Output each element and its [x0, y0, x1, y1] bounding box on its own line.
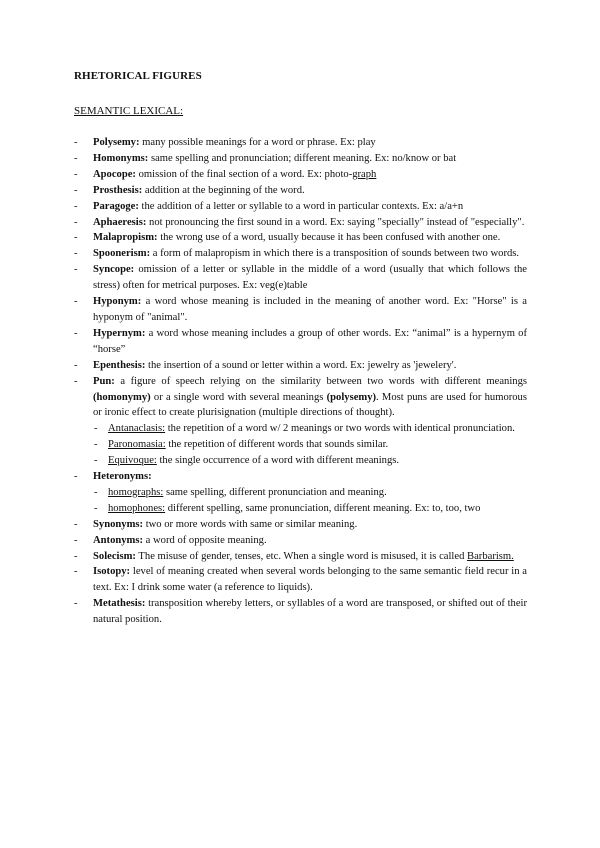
list-item-spoonerism [74, 246, 527, 262]
list-item-malapropism [74, 230, 527, 246]
list-item-paragoge [74, 199, 527, 215]
definition-text: same spelling and pronunciation; different meaning. Ex: no/know or bat [148, 152, 457, 164]
bullet-dash: - [74, 327, 78, 339]
term-label: Isotopy: [93, 566, 131, 578]
bullet-dash: - [74, 232, 78, 244]
list-item-prosthesis [74, 183, 527, 199]
sublist-item-antanaclasis [93, 421, 527, 437]
bullet-dash: - [74, 184, 78, 196]
definition-text: not pronouncing the first sound in a word. Ex: saying "specially" instead of "especially". [146, 216, 525, 228]
bullet-dash: - [74, 598, 78, 610]
term-label: Homonyms: [93, 152, 149, 164]
list-item-polysemy [74, 135, 527, 151]
bullet-dash: - [74, 375, 78, 387]
definition-text: transposition whereby letters, or syllables of a word are transposed, or shifted out of their natural position. [93, 598, 527, 626]
section-heading: SEMANTIC LEXICAL: [74, 105, 184, 117]
term-label: Malapropism: [93, 232, 158, 244]
subterm-label: homophones: [108, 502, 166, 514]
term-label: Paragoge: [93, 200, 139, 212]
definition-text: the repetition of a word w/ 2 meanings or two words with identical pronunciation. [165, 423, 515, 435]
bullet-dash: - [74, 296, 78, 308]
term-label: Epenthesis: [93, 359, 146, 371]
definition-text: the wrong use of a word, usually because it has been confused with another one. [157, 232, 501, 244]
definition-text: a word of opposite meaning. [143, 534, 267, 546]
subterm-label: Antanaclasis: [108, 423, 166, 435]
definition-text: omission of the final section of a word. Ex: photo- [135, 168, 353, 180]
underlined-barbarism: Barbarism. [467, 550, 514, 562]
bullet-dash: - [74, 200, 78, 212]
list-item-heteronyms [74, 469, 527, 517]
subterm-label: Paronomasia: [108, 439, 166, 451]
list-item-hypernym [74, 326, 527, 358]
bullet-dash: - [74, 137, 78, 148]
term-label: Syncope: [93, 264, 135, 276]
list-item-syncope [74, 262, 527, 294]
bullet-dash: - [74, 471, 78, 483]
subterm-label: Equivoque: [108, 455, 157, 467]
definition-text: different spelling, same pronunciation, different meaning. Ex: to, too, two [165, 502, 481, 514]
bullet-dash: - [74, 550, 78, 562]
definition-text: many possible meanings for a word or phrase. Ex: play [139, 137, 376, 148]
bullet-dash: - [94, 439, 98, 451]
definition-text: the repetition of different words that sounds similar. [165, 439, 389, 451]
term-label: Prosthesis: [93, 184, 143, 196]
bullet-dash: - [74, 566, 78, 578]
sublist-item-paronomasia [93, 437, 527, 453]
definition-text: same spelling, different pronunciation and meaning. [163, 486, 387, 498]
list-item-hyponym [74, 294, 527, 326]
sublist-item-homographs [93, 485, 527, 501]
page-title: RHETORICAL FIGURES [74, 70, 202, 82]
definition-text: a word whose meaning includes a group of other words. Ex: “animal” is a hypernym of “horse” [93, 327, 527, 355]
definition-text: a word whose meaning is included in the meaning of another word. Ex: "Horse" is a hyponym of "animal". [93, 296, 527, 323]
bold-term: (homonymy) [93, 391, 151, 403]
bullet-dash: - [74, 168, 78, 180]
definition-text: or a single word with several meanings [150, 391, 327, 403]
definition-text: a figure of speech relying on the similarity between two words with different meanings [114, 375, 527, 387]
definition-text: level of meaning created when several words belonging to the same semantic field recur in a text. Ex: I drink some water (a reference to liquids). [93, 566, 527, 594]
term-label: Solecism: [93, 550, 136, 562]
sublist-item-equivoque [93, 453, 527, 469]
bullet-dash: - [74, 534, 78, 546]
list-item-aphaeresis [74, 215, 527, 231]
underlined-example: graph [352, 168, 377, 180]
definition-text: . Most puns are used for humorous or ironic effect to create plurisignation (multiple directions of thought). [93, 391, 527, 419]
list-item-antonyms [74, 533, 527, 549]
bullet-dash: - [94, 455, 98, 467]
term-label: Aphaeresis: [93, 216, 147, 228]
definition-text: The misuse of gender, tenses, etc. When a single word is misused, it is called [135, 550, 468, 562]
list-item-apocope [74, 167, 527, 183]
term-label: Polysemy: [93, 137, 140, 148]
term-label: Hypernym: [93, 327, 146, 339]
definition-text: a form of malapropism in which there is a transposition of sounds between two words. [150, 248, 520, 260]
definition-text: the addition of a letter or syllable to a word in particular contexts. Ex: a/a+n [138, 200, 464, 212]
bullet-dash: - [94, 502, 98, 514]
definition-text: the single occurrence of a word with different meanings. [156, 455, 400, 467]
term-label: Metathesis: [93, 598, 146, 610]
list-item-epenthesis [74, 358, 527, 374]
list-item-pun [74, 374, 527, 469]
bullet-dash: - [74, 248, 78, 260]
definition-text: addition at the beginning of the word. [142, 184, 305, 196]
definition-text: two or more words with same or similar meaning. [143, 518, 358, 530]
bullet-dash: - [74, 152, 78, 164]
term-label: Synonyms: [93, 518, 144, 530]
term-label: Antonyms: [93, 534, 144, 546]
sublist-item-homophones [93, 501, 527, 517]
list-item-synonyms [74, 517, 527, 533]
term-label: Pun: [93, 375, 115, 387]
bold-term: (polysemy) [326, 391, 377, 403]
term-label: Heteronyms: [93, 471, 152, 483]
definition-text: the insertion of a sound or letter within a word. Ex: jewelry as 'jewelery'. [145, 359, 457, 371]
bullet-dash: - [74, 216, 78, 228]
list-item-homonyms [74, 151, 527, 167]
term-label: Spoonerism: [93, 248, 151, 260]
bullet-dash: - [94, 423, 98, 435]
bullet-dash: - [74, 518, 78, 530]
list-item-metathesis [74, 596, 527, 628]
term-label: Apocope: [93, 168, 136, 180]
list-item-isotopy [74, 564, 527, 596]
pun-sublist [93, 421, 527, 469]
list-item-solecism [74, 549, 527, 565]
definition-text: omission of a letter or syllable in the middle of a word (usually that which follows the stress) often for metrical purposes. Ex: veg(e)table [93, 264, 527, 292]
bullet-dash: - [94, 486, 98, 498]
figures-list [74, 135, 527, 628]
heteronyms-sublist [93, 485, 527, 517]
bullet-dash: - [74, 264, 78, 276]
subterm-label: homographs: [108, 486, 164, 498]
term-label: Hyponym: [93, 296, 142, 308]
bullet-dash: - [74, 359, 78, 371]
